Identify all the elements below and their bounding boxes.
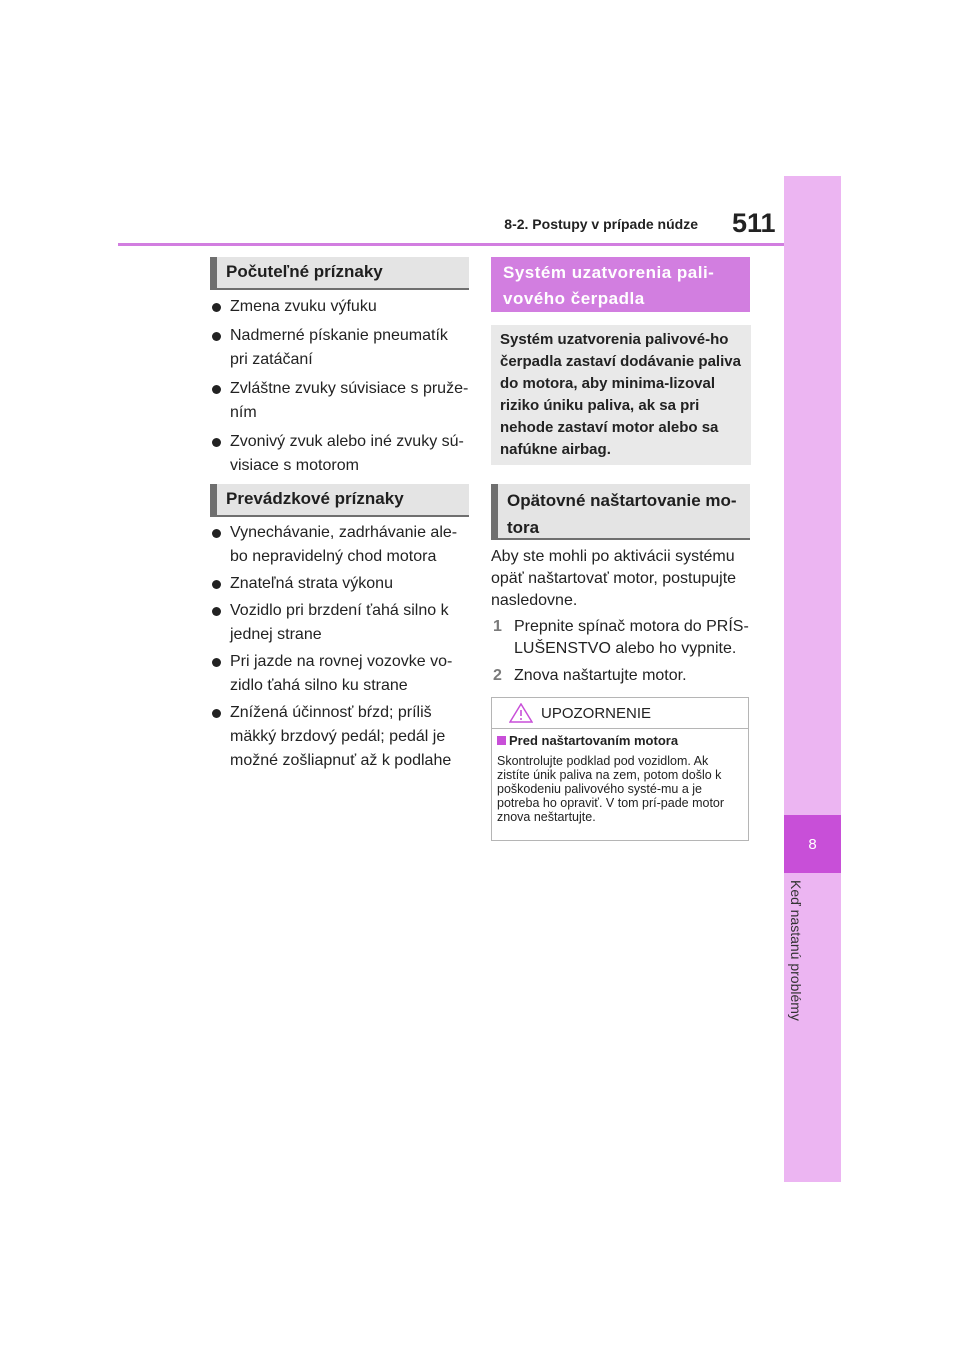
square-bullet-icon	[497, 736, 506, 745]
step-number: 1	[493, 618, 502, 635]
fuel-pump-shutoff-title: Systém uzatvorenia pali-vového čerpadla	[491, 257, 750, 312]
chapter-number-tab[interactable]: 8	[784, 815, 841, 873]
list-item: Vynechávanie, zadrhávanie ale-bo nepravidelný chod motora	[212, 521, 467, 569]
bullet-icon	[212, 658, 221, 667]
list-item: Znateľná strata výkonu	[212, 572, 467, 596]
bullet-icon	[212, 607, 221, 616]
header-divider	[118, 243, 784, 246]
bullet-icon	[212, 332, 221, 341]
bullet-icon	[212, 303, 221, 312]
operational-symptoms-list	[212, 521, 467, 774]
audible-symptoms-heading: Počuteľné príznaky	[210, 257, 469, 290]
engine-restart-heading: Opätovné naštartovanie mo-tora	[491, 484, 750, 540]
section-breadcrumb: 8-2. Postupy v prípade núdze	[504, 216, 698, 232]
warning-subtitle: Pred naštartovaním motora	[497, 733, 678, 748]
list-item: Vozidlo pri brzdení ťahá silno k jednej strane	[212, 599, 467, 647]
bullet-icon	[212, 580, 221, 589]
bullet-icon	[212, 529, 221, 538]
warning-title: UPOZORNENIE	[541, 705, 652, 722]
restart-step-2	[493, 665, 755, 687]
step-text: Prepnite spínač motora do PRÍS-LUŠENSTVO alebo ho vypnite.	[514, 618, 749, 657]
audible-symptoms-list	[212, 295, 470, 479]
page-number: 511	[732, 208, 776, 238]
step-number: 2	[493, 667, 502, 684]
list-item: Zvláštne zvuky súvisiace s pruže-ním	[212, 377, 470, 425]
warning-box	[491, 697, 749, 841]
engine-restart-intro: Aby ste mohli po aktivácii systému opäť naštartovať motor, postupujte nasledovne.	[491, 548, 737, 609]
bullet-icon	[212, 385, 221, 394]
chapter-title-vertical	[788, 880, 826, 1100]
restart-step-1	[493, 616, 755, 660]
list-item: Znížená účinnosť bŕzd; príliš mäkký brzdový pedál; pedál je možné zošliapnuť až k podlahe	[212, 701, 467, 773]
warning-header	[492, 698, 748, 729]
bullet-icon	[212, 709, 221, 718]
operational-symptoms-heading: Prevádzkové príznaky	[210, 484, 469, 517]
list-item: Nadmerné pískanie pneumatík pri zatáčaní	[212, 324, 470, 372]
fuel-pump-shutoff-summary: Systém uzatvorenia palivové-ho čerpadla zastaví dodávanie paliva do motora, aby minima-lizoval riziko úniku paliva, ak sa pri nehode zastaví motor alebo sa nafúkne airbag.	[491, 325, 751, 465]
step-text: Znova naštartujte motor.	[514, 667, 687, 684]
bullet-icon	[212, 438, 221, 447]
warning-triangle-icon	[509, 703, 533, 723]
list-item: Zmena zvuku výfuku	[212, 295, 470, 319]
list-item: Pri jazde na rovnej vozovke vo-zidlo ťahá silno ku strane	[212, 650, 467, 698]
list-item: Zvonivý zvuk alebo iné zvuky sú-visiace s motorom	[212, 430, 470, 478]
chapter-title-label: Keď nastanú problémy	[788, 880, 804, 1021]
warning-body: Skontrolujte podklad pod vozidlom. Ak zistíte únik paliva na zem, potom došlo k poškodeniu palivového systé-mu a je potreba ho opraviť. V tom prí-pade motor znova neštartujte.	[497, 754, 725, 824]
